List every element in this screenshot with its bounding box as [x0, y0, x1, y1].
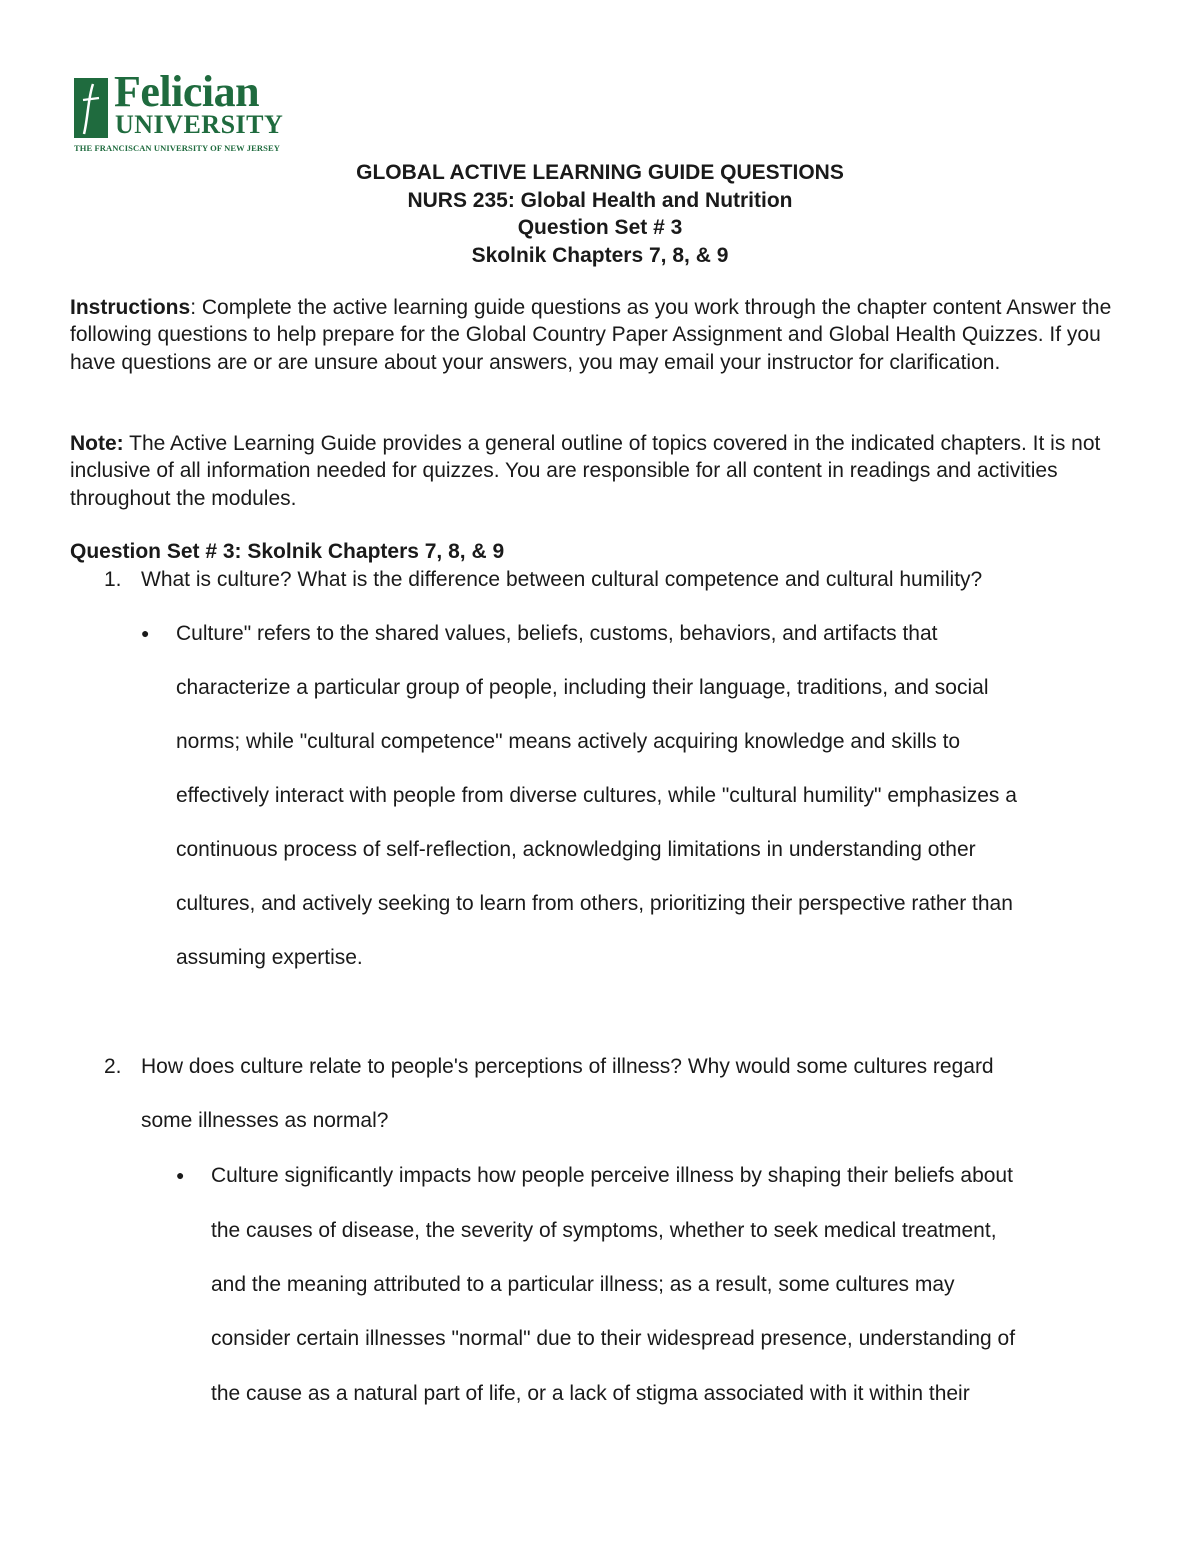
university-logo — [74, 67, 299, 158]
header-course: NURS 235: Global Health and Nutrition — [407, 188, 793, 212]
logo-name: Felician — [114, 67, 260, 116]
logo-tagline: THE FRANCISCAN UNIVERSITY OF NEW JERSEY — [74, 143, 280, 153]
document-header — [0, 159, 1200, 269]
answer-line: consider certain illnesses "normal" due to their widespread presence, understanding of — [211, 1327, 1016, 1350]
note-paragraph — [70, 430, 1130, 512]
note-text: The Active Learning Guide provides a general outline of topics covered in the indicated chapters. It is not inclusive of all information needed for quizzes. You are responsible for all content in readings and activities throughout the modules. — [70, 432, 1101, 510]
question-text-line: How does culture relate to people's perceptions of illness? Why would some cultures regard — [141, 1055, 994, 1078]
question-number: 2. — [104, 1055, 122, 1078]
answer-line: assuming expertise. — [176, 946, 363, 969]
answer-line: characterize a particular group of people, including their language, traditions, and social — [176, 676, 989, 699]
instructions-paragraph — [70, 294, 1130, 376]
felician-cross-icon — [74, 78, 108, 138]
header-chapters: Skolnik Chapters 7, 8, & 9 — [471, 243, 729, 267]
header-title: GLOBAL ACTIVE LEARNING GUIDE QUESTIONS — [356, 161, 844, 184]
answer-line: the cause as a natural part of life, or a lack of stigma associated with it within their — [211, 1382, 970, 1405]
answer-line: norms; while "cultural competence" means actively acquiring knowledge and skills to — [176, 730, 961, 753]
answer-line: effectively interact with people from diverse cultures, while "cultural humility" emphasizes a — [176, 784, 1017, 807]
question-number: 1. — [104, 568, 122, 591]
instructions-text: : Complete the active learning guide questions as you work through the chapter content Answer the following questions to help prepare for the Global Country Paper Assignment and Global Health Quizzes. If you have questions are or are unsure about your answers, you may email your instructor for clarification. — [70, 296, 1112, 374]
bullet-icon: ● — [141, 625, 150, 641]
note-label: Note: — [70, 432, 124, 455]
bullet-icon: ● — [176, 1167, 185, 1183]
answer-line: and the meaning attributed to a particular illness; as a result, some cultures may — [211, 1273, 955, 1296]
question-text-line: some illnesses as normal? — [141, 1109, 389, 1132]
question-set-title: Question Set # 3: Skolnik Chapters 7, 8, & 9 — [70, 540, 505, 563]
logo-university: UNIVERSITY — [115, 110, 284, 139]
question-text-line: What is culture? What is the difference between cultural competence and cultural humility? — [141, 568, 983, 591]
answer-line: Culture significantly impacts how people perceive illness by shaping their beliefs about — [211, 1164, 1013, 1187]
header-question-set: Question Set # 3 — [517, 216, 683, 240]
answer-line: continuous process of self-reflection, acknowledging limitations in understanding other — [176, 838, 976, 861]
answer-line: cultures, and actively seeking to learn from others, prioritizing their perspective rather than — [176, 892, 1013, 915]
instructions-label: Instructions — [70, 296, 191, 319]
answer-line: Culture" refers to the shared values, beliefs, customs, behaviors, and artifacts that — [176, 622, 938, 645]
answer-line: the causes of disease, the severity of symptoms, whether to seek medical treatment, — [211, 1219, 997, 1242]
